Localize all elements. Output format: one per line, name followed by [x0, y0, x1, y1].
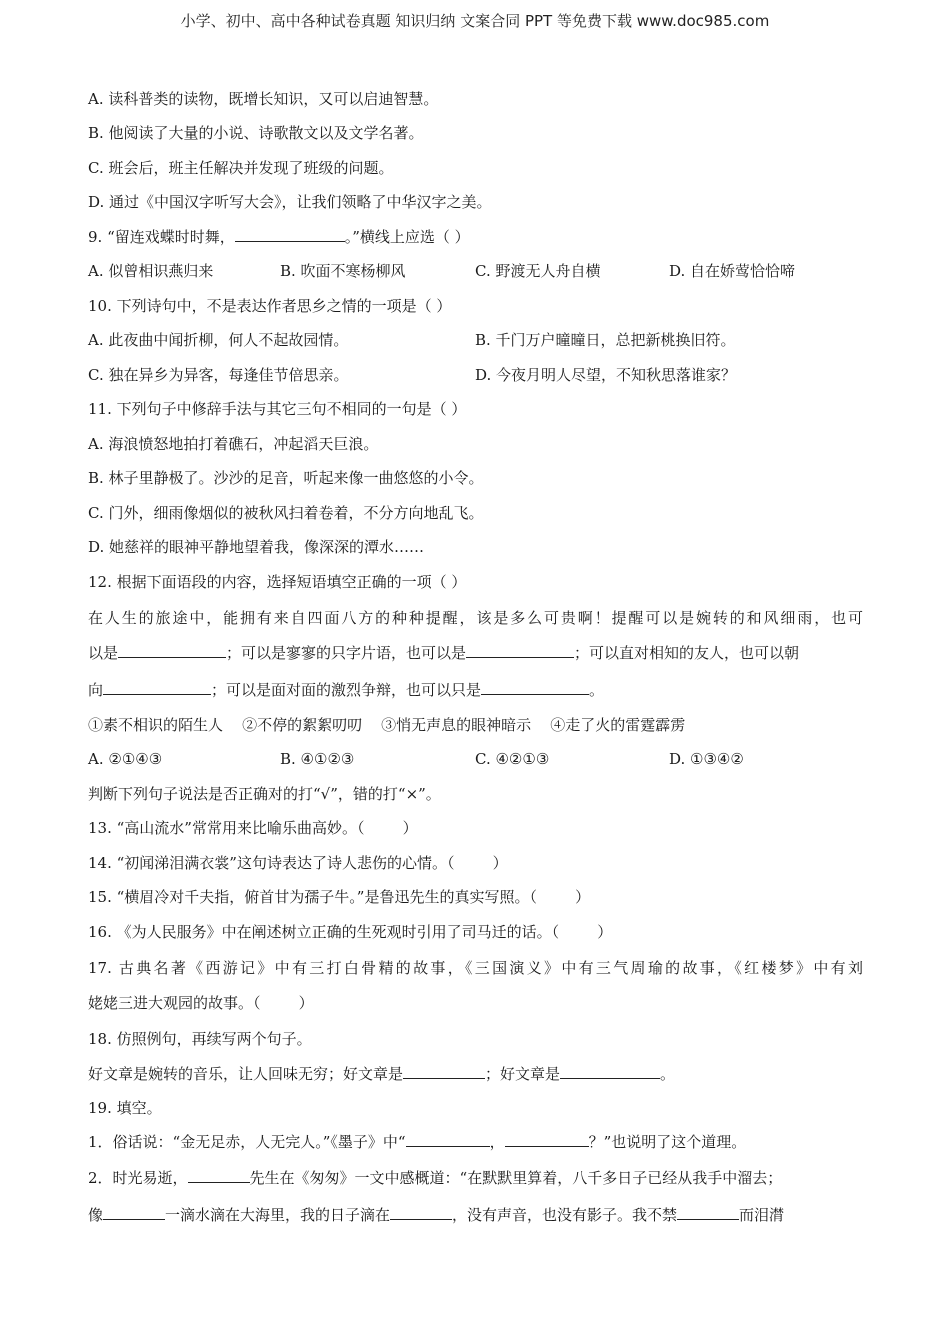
q11-option-d: D. 她慈祥的眼神平静地望着我，像深深的潭水…… [88, 538, 425, 556]
q17-line1: 17. 古典名著《西游记》中有三打白骨精的故事，《三国演义》中有三气周瑜的故事，《红楼梦》中有刘 [88, 959, 863, 977]
page-header: 小学、初中、高中各种试卷真题 知识归纳 文案合同 PPT 等免费下载 www.doc985.com [180, 12, 770, 30]
q19-item2-line1: 2．时光易逝， 先生在《匆匆》一文中感概道：“在默默里算着，八千多日子已经从我手中溜去； [88, 1169, 783, 1187]
q12-passage-line2: 以是 ；可以是寥寥的只字片语，也可以是 ；可以直对相知的友人，也可以朝 [88, 644, 800, 662]
q12-passage-line1: 在人生的旅途中，能拥有来自四面八方的种种提醒，该是多么可贵啊！提醒可以是婉转的和风细雨，也可 [88, 609, 863, 627]
q19-blank-4[interactable] [103, 1205, 165, 1220]
q19-item2-line2: 像 一滴水滴在大海里，我的日子滴在 ，没有声音，也没有影子。我不禁 而泪潸 [88, 1206, 785, 1224]
q10-option-d: D. 今夜月明人尽望，不知秋思落谁家？ [475, 366, 737, 384]
q17-line2: 姥姥三进大观园的故事。（ ） [88, 994, 314, 1012]
q8-option-c: C. 班会后，班主任解决并发现了班级的问题。 [88, 159, 394, 177]
q15: 15. “横眉冷对千夫指，俯首甘为孺子牛。”是鲁迅先生的真实写照。（ ） [88, 888, 591, 906]
q12-blank-4[interactable] [481, 680, 589, 695]
q16: 16. 《为人民服务》中在阐述树立正确的生死观时引用了司马迁的话。（ ） [88, 923, 613, 941]
judge-instructions: 判断下列句子说法是否正确对的打“√”，错的打“×”。 [88, 785, 441, 803]
q9-stem: 9. “留连戏蝶时时舞， 。”横线上应选（ ） [88, 228, 470, 246]
q19-stem: 19. 填空。 [88, 1099, 162, 1117]
q12-option-c: C. ④②①③ [475, 750, 550, 768]
q19-blank-1[interactable] [406, 1132, 490, 1147]
q19-blank-2[interactable] [505, 1132, 589, 1147]
q8-option-a: A. 读科普类的读物，既增长知识，又可以启迪智慧。 [88, 90, 439, 108]
q19-blank-6[interactable] [677, 1205, 739, 1220]
q9-option-a: A. 似曾相识燕归来 [88, 262, 214, 280]
q8-option-b: B. 他阅读了大量的小说、诗歌散文以及文学名著。 [88, 124, 424, 142]
q18-blank-2[interactable] [560, 1064, 660, 1079]
q12-stem: 12. 根据下面语段的内容，选择短语填空正确的一项（ ） [88, 573, 467, 591]
q8-option-d: D. 通过《中国汉字听写大会》，让我们领略了中华汉字之美。 [88, 193, 492, 211]
q10-stem: 10. 下列诗句中，不是表达作者思乡之情的一项是（ ） [88, 297, 452, 315]
q10-option-a: A. 此夜曲中闻折柳，何人不起故园情。 [88, 331, 349, 349]
q9-option-d: D. 自在娇莺恰恰啼 [669, 262, 796, 280]
q10-option-c: C. 独在异乡为异客，每逢佳节倍思亲。 [88, 366, 349, 384]
q9-option-c: C. 野渡无人舟自横 [475, 262, 601, 280]
q9-blank[interactable] [235, 227, 345, 242]
q11-option-a: A. 海浪愤怒地拍打着礁石，冲起滔天巨浪。 [88, 435, 379, 453]
q18-blank-1[interactable] [403, 1064, 485, 1079]
q14: 14. “初闻涕泪满衣裳”这句诗表达了诗人悲伤的心情。（ ） [88, 854, 508, 872]
q10-option-b: B. 千门万户曈曈日，总把新桃换旧符。 [475, 331, 736, 349]
q12-passage-line3: 向 ；可以是面对面的激烈争辩，也可以只是 。 [88, 681, 605, 699]
q12-blank-1[interactable] [118, 643, 226, 658]
q11-option-b: B. 林子里静极了。沙沙的足音，听起来像一曲悠悠的小令。 [88, 469, 484, 487]
q12-option-b: B. ④①②③ [280, 750, 355, 768]
q12-blank-3[interactable] [103, 680, 211, 695]
q18-sentence: 好文章是婉转的音乐，让人回味无穷；好文章是 ；好文章是 。 [88, 1065, 676, 1083]
q11-option-c: C. 门外，细雨像烟似的被秋风扫着卷着，不分方向地乱飞。 [88, 504, 484, 522]
q18-stem: 18. 仿照例句，再续写两个句子。 [88, 1030, 312, 1048]
q13: 13. “高山流水”常常用来比喻乐曲高妙。（ ） [88, 819, 418, 837]
q19-blank-5[interactable] [390, 1205, 452, 1220]
q19-item1: 1．俗话说：“金无足赤，人无完人。”《墨子》中“ ， ？”也说明了这个道理。 [88, 1133, 747, 1151]
q12-phrases: ①素不相识的陌生人 ②不停的絮絮叨叨 ③悄无声息的眼神暗示 ④走了火的雷霆霹雳 [88, 716, 686, 734]
q12-option-a: A. ②①④③ [88, 750, 163, 768]
q9-option-b: B. 吹面不寒杨柳风 [280, 262, 406, 280]
q12-option-d: D. ①③④② [669, 750, 744, 768]
q19-blank-3[interactable] [188, 1168, 250, 1183]
q12-blank-2[interactable] [466, 643, 574, 658]
q11-stem: 11. 下列句子中修辞手法与其它三句不相同的一句是（ ） [88, 400, 467, 418]
